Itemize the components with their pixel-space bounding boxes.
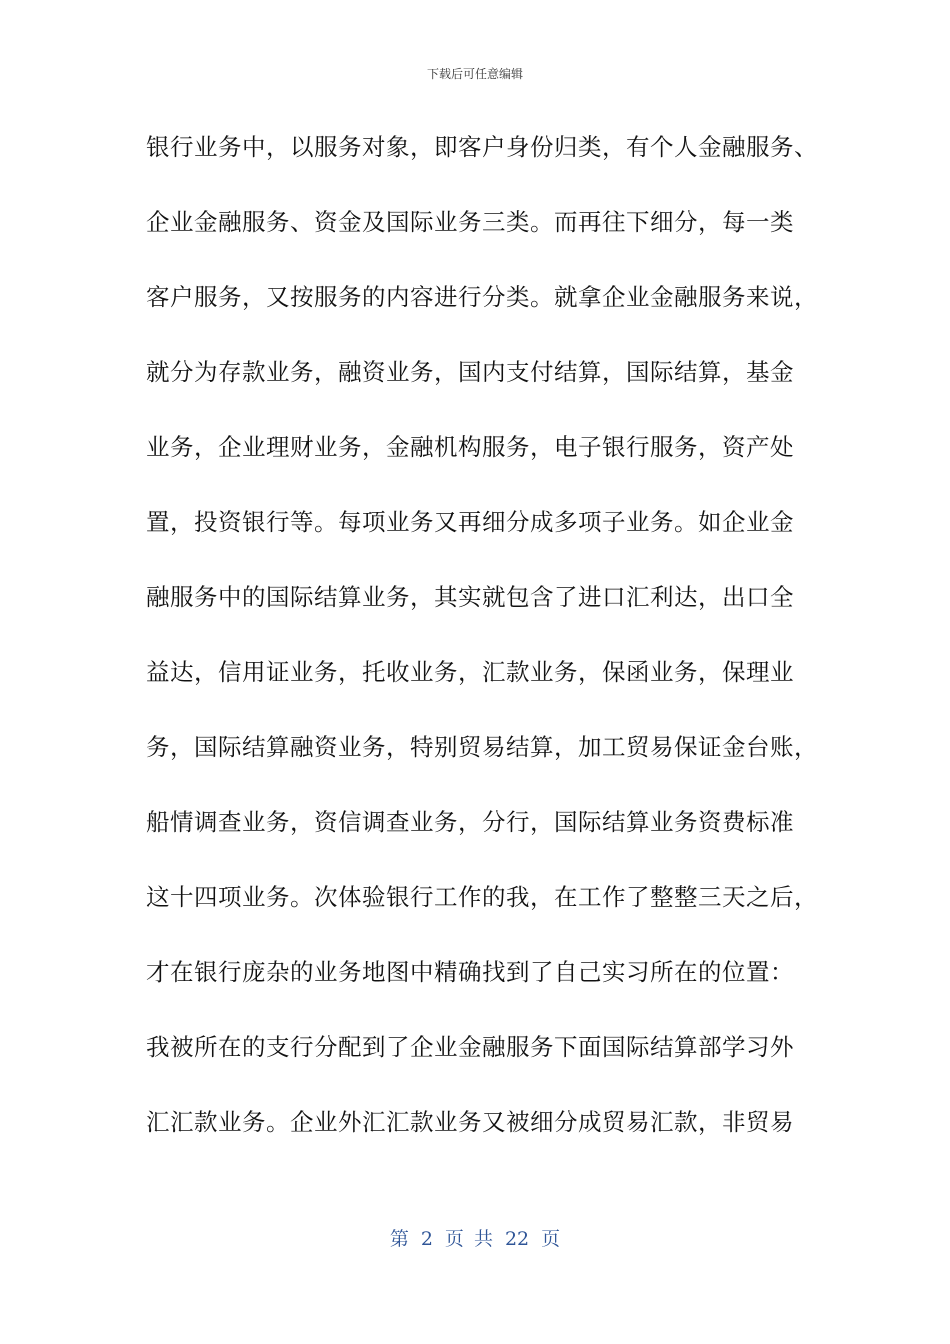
footer-current-page: 2 — [420, 1228, 433, 1250]
text-line: 才在银行庞杂的业务地图中精确找到了自己实习所在的位置： — [146, 958, 794, 986]
body-text — [146, 122, 826, 1172]
footer-label-of: 页 共 — [444, 1228, 493, 1250]
text-line: 我被所在的支行分配到了企业金融服务下面国际结算部学习外 — [146, 1033, 794, 1061]
text-line: 融服务中的国际结算业务，其实就包含了进口汇利达，出口全 — [146, 583, 794, 611]
page-header: 下载后可任意编辑 — [426, 67, 523, 81]
text-line: 客户服务，又按服务的内容进行分类。就拿企业金融服务来说， — [146, 283, 818, 311]
text-line: 益达，信用证业务，托收业务，汇款业务，保函业务，保理业 — [146, 658, 794, 686]
text-line: 船情调查业务，资信调查业务，分行，国际结算业务资费标准 — [146, 808, 794, 836]
text-line: 就分为存款业务，融资业务，国内支付结算，国际结算，基金 — [146, 358, 794, 386]
text-line: 务，国际结算融资业务，特别贸易结算，加工贸易保证金台账， — [146, 733, 818, 761]
text-line: 银行业务中，以服务对象，即客户身份归类，有个人金融服务、 — [146, 133, 818, 161]
text-line: 企业金融服务、资金及国际业务三类。而再往下细分，每一类 — [146, 208, 794, 236]
footer-total-pages: 22 — [504, 1228, 530, 1250]
text-line: 汇汇款业务。企业外汇汇款业务又被细分成贸易汇款，非贸易 — [146, 1108, 794, 1136]
text-line: 业务，企业理财业务，金融机构服务，电子银行服务，资产处 — [146, 433, 794, 461]
footer-label-pages: 页 — [541, 1228, 561, 1250]
text-line: 置，投资银行等。每项业务又再细分成多项子业务。如企业金 — [146, 508, 794, 536]
text-line: 这十四项业务。次体验银行工作的我，在工作了整整三天之后， — [146, 883, 818, 911]
page-footer — [0, 1226, 950, 1252]
footer-label-page: 第 — [389, 1228, 409, 1250]
